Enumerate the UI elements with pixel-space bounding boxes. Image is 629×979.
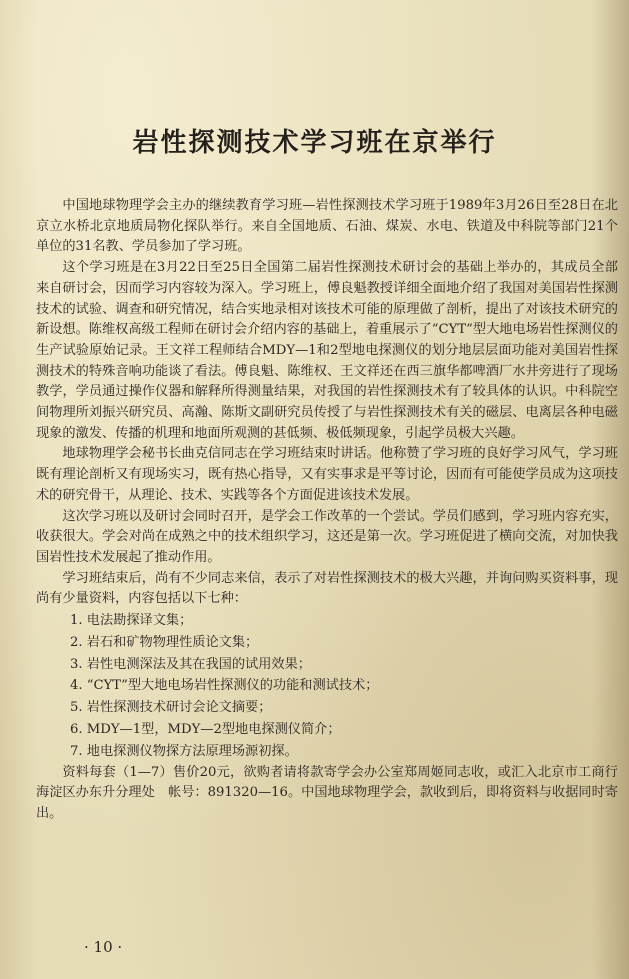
- list-item: 3. 岩性电测深法及其在我国的试用效果；: [70, 656, 311, 672]
- list-item: 4. “CYT”型大地电场岩性探测仪的功能和测试技术；: [70, 678, 379, 694]
- paragraph-1: 中国地球物理学会主办的继续教育学习班—岩性探测技术学习班于1989年3月26日至28日在北京立水桥北京地质局物化探队举行。来自全国地质、石油、煤炭、水电、铁道及中科院等部门21个单位的31名教、学员参加了学习班。: [36, 198, 618, 255]
- list-item: 7. 地电探测仪物探方法原理场源初探。: [70, 743, 298, 759]
- list-item: 1. 电法勘探译文集；: [70, 613, 193, 629]
- materials-list: [36, 610, 618, 763]
- page-number: · 10 ·: [84, 938, 123, 956]
- paragraph-3: 地球物理学会秘书长曲克信同志在学习班结束时讲话。他称赞了学习班的良好学习风气，学习班既有理论剖析又有现场实习，既有热心指导，又有实事求是平等讨论，因而有可能使学员成为这项技术的研究骨干，从理论、技术、实践等各个方面促进该技术发展。: [36, 446, 618, 503]
- paragraph-5: 学习班结束后，尚有不少同志来信，表示了对岩性探测技术的极大兴趣，并询问购买资料事，现尚有少量资料，内容包括以下七种：: [36, 570, 618, 607]
- list-item: 5. 岩性探测技术研讨会论文摘要；: [70, 700, 272, 716]
- closing-paragraph: 资料每套（1—7）售价20元，欲购者请将款寄学会办公室郑周姬同志收，或汇入北京市工商行海淀区办东升分理处 帐号：891320—16。中国地球物理学会，款收到后，即将资料与收据同时寄出。: [36, 764, 618, 822]
- paragraph-4: 这次学习班以及研讨会同时召开，是学会工作改革的一个尝试。学员们感到，学习班内容充实，收获很大。学会对尚在成熟之中的技术组织学习，这还是第一次。学习班促进了横向交流，对加快我国岩性技术发展起了推动作用。: [36, 508, 618, 565]
- list-item: 2. 岩石和矿物物理性质论文集；: [70, 634, 259, 650]
- article-body: [36, 196, 618, 825]
- list-item: 6. MDY—1型，MDY—2型地电探测仪简介；: [70, 722, 341, 738]
- article-title: 岩性探测技术学习班在京举行: [132, 128, 497, 158]
- paragraph-2: 这个学习班是在3月22日至25日全国第二届岩性探测技术研讨会的基础上举办的，其成员全部来自研讨会，因而学习内容较为深入。学习班上，傅良魁教授详细全面地介绍了我国对美国岩性探测技术的试验、调查和研究情况，结合实地录相对该技术可能的原理做了剖析，提出了对该技术研究的新设想。陈维权高级工程师在研讨会介绍内容的基础上，着重展示了“CYT”型大地电场岩性探测仪的生产试验原始记录。王文祥工程师结合MDY—1和2型地电探测仪的划分地层层面功能对美国岩性探测技术的特殊音响功能谈了看法。傅良魁、陈维权、王文祥还在西三旗华都啤酒厂水井旁进行了现场教学，学员通过操作仪器和解释所得测量结果，对我国的岩性探测技术有了较具体的认识。中科院空间物理所刘振兴研究员、高瀚、陈斯文副研究员传授了与岩性探测技术有关的磁层、电离层各种电磁现象的激发、传播的机理和地面所观测的甚低频、极低频现象，引起学员极大兴趣。: [36, 260, 618, 441]
